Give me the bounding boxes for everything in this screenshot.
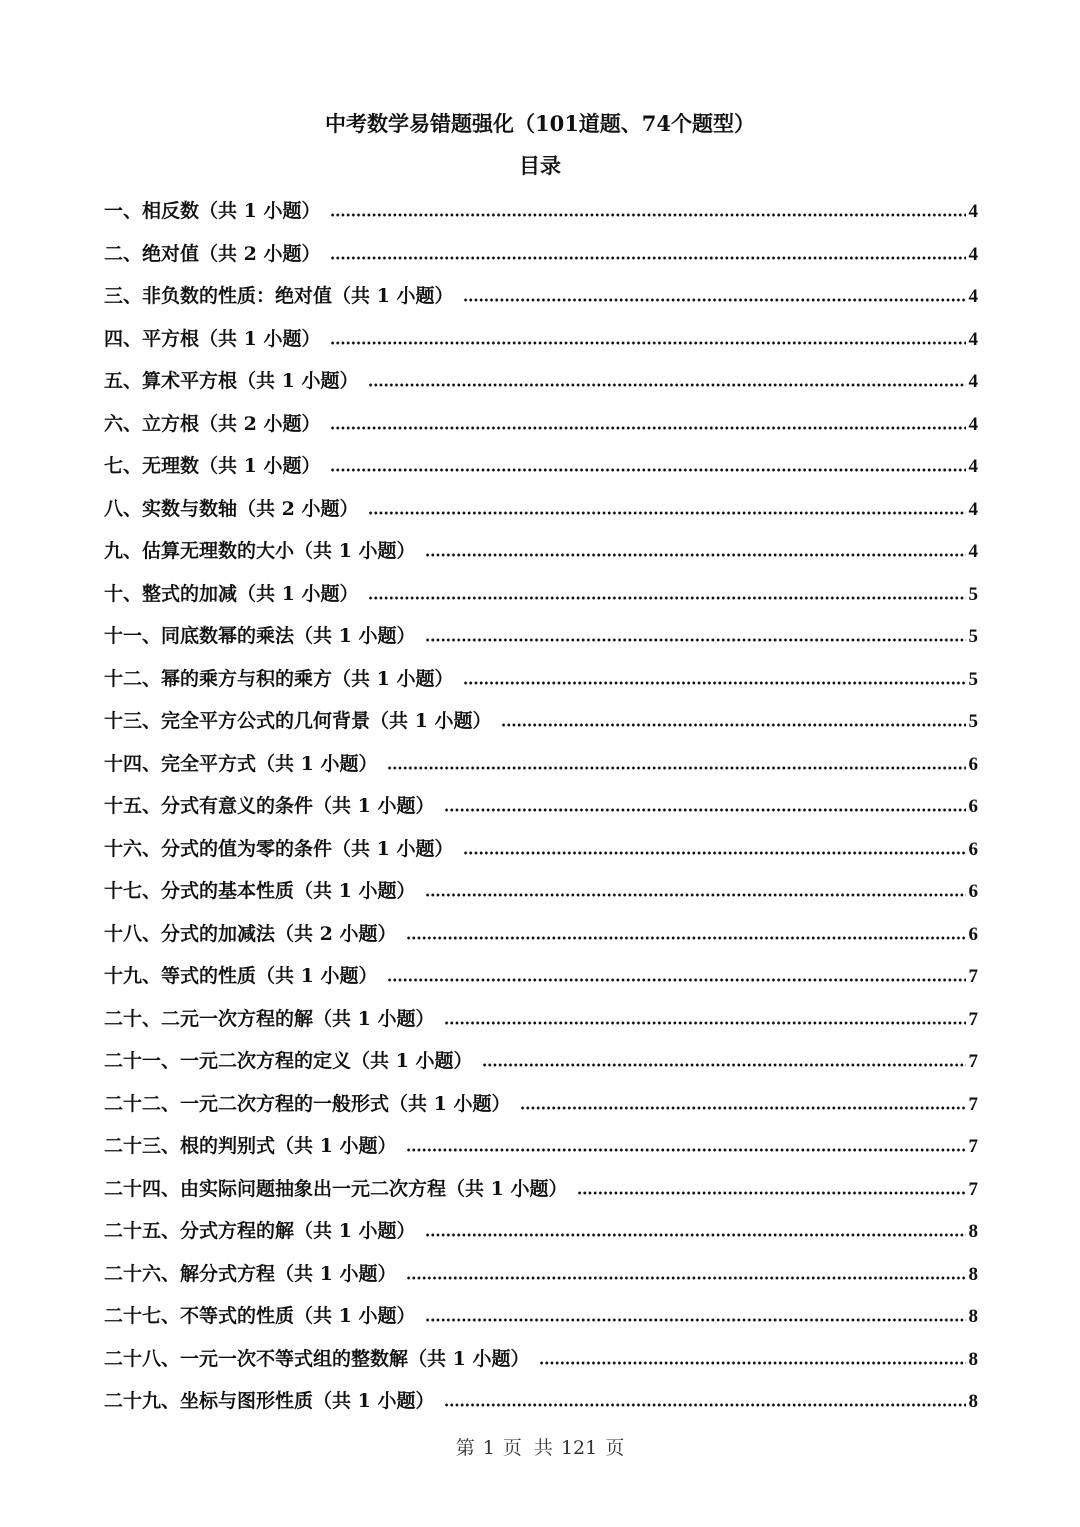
dot-leader bbox=[501, 723, 966, 727]
toc-entry[interactable] bbox=[104, 661, 978, 704]
toc-entry[interactable] bbox=[104, 618, 978, 661]
dot-leader bbox=[463, 298, 966, 302]
toc-entry-page: 4 bbox=[968, 243, 978, 265]
dot-leader bbox=[368, 511, 966, 515]
toc-entry-label: 五、算术平方根（共 1 小题） bbox=[104, 370, 359, 392]
toc-entry-page: 4 bbox=[968, 498, 978, 520]
toc-entry-label: 四、平方根（共 1 小题） bbox=[104, 327, 321, 350]
dot-leader bbox=[482, 1063, 966, 1067]
toc-entry-page: 7 bbox=[968, 1008, 978, 1030]
dot-leader bbox=[330, 426, 966, 430]
toc-entry-label: 二十三、根的判别式（共 1 小题） bbox=[104, 1135, 397, 1157]
dot-leader bbox=[463, 851, 966, 855]
toc-entry-page: 7 bbox=[968, 1051, 978, 1072]
footer-current-page: 1 bbox=[482, 1437, 495, 1459]
toc-entry-label: 七、无理数（共 1 小题） bbox=[104, 455, 321, 477]
toc-entry-page: 7 bbox=[968, 1093, 978, 1115]
dot-leader bbox=[425, 638, 966, 642]
toc-entry-label: 十、整式的加减（共 1 小题） bbox=[104, 582, 359, 605]
toc-entry-label: 二十六、解分式方程（共 1 小题） bbox=[104, 1262, 397, 1285]
toc-entry-page: 6 bbox=[968, 838, 978, 860]
dot-leader bbox=[406, 936, 966, 940]
toc-entry[interactable] bbox=[104, 278, 978, 321]
dot-leader bbox=[520, 1106, 966, 1110]
dot-leader bbox=[330, 213, 966, 217]
toc-entry[interactable] bbox=[104, 1128, 978, 1171]
dot-leader bbox=[539, 1361, 966, 1365]
toc-entry-page: 4 bbox=[968, 286, 978, 307]
toc-entry[interactable] bbox=[104, 1341, 978, 1384]
toc-entry-label: 二十、二元一次方程的解（共 1 小题） bbox=[104, 1007, 435, 1030]
toc-entry[interactable] bbox=[104, 746, 978, 789]
page-footer bbox=[0, 1433, 1080, 1460]
dot-leader bbox=[444, 1403, 966, 1407]
toc-entry-label: 二、绝对值（共 2 小题） bbox=[104, 242, 321, 265]
dot-leader bbox=[368, 383, 966, 387]
dot-leader bbox=[463, 681, 966, 685]
dot-leader bbox=[387, 766, 966, 770]
toc-entry[interactable] bbox=[104, 916, 978, 959]
toc-entry-page: 6 bbox=[968, 923, 978, 945]
footer-suffix: 页 bbox=[605, 1437, 625, 1459]
dot-leader bbox=[425, 1318, 966, 1322]
toc-entry-page: 4 bbox=[968, 541, 978, 562]
toc-entry-page: 4 bbox=[968, 371, 978, 392]
dot-leader bbox=[387, 978, 966, 982]
toc-entry[interactable] bbox=[104, 406, 978, 449]
dot-leader bbox=[330, 341, 966, 345]
toc-entry-label: 六、立方根（共 2 小题） bbox=[104, 412, 321, 435]
toc-entry-page: 7 bbox=[968, 1136, 978, 1157]
toc-entry-label: 八、实数与数轴（共 2 小题） bbox=[104, 497, 359, 520]
toc-entry-label: 十三、完全平方公式的几何背景（共 1 小题） bbox=[104, 710, 492, 732]
dot-leader bbox=[368, 596, 966, 600]
toc-entry-label: 十五、分式有意义的条件（共 1 小题） bbox=[104, 795, 435, 817]
toc-entry-label: 十一、同底数幂的乘法（共 1 小题） bbox=[104, 625, 416, 647]
toc-entry[interactable] bbox=[104, 448, 978, 491]
toc-entry[interactable] bbox=[104, 958, 978, 1001]
toc-entry[interactable] bbox=[104, 1213, 978, 1256]
toc-entry[interactable] bbox=[104, 533, 978, 576]
toc-entry[interactable] bbox=[104, 1256, 978, 1299]
toc-entry-label: 二十二、一元二次方程的一般形式（共 1 小题） bbox=[104, 1092, 511, 1115]
toc-entry-page: 4 bbox=[968, 328, 978, 350]
footer-prefix: 第 bbox=[455, 1437, 475, 1459]
toc-entry[interactable] bbox=[104, 1383, 978, 1426]
toc-entry-label: 一、相反数（共 1 小题） bbox=[104, 200, 321, 222]
toc-entry-label: 十六、分式的值为零的条件（共 1 小题） bbox=[104, 837, 454, 860]
toc-entry[interactable] bbox=[104, 831, 978, 874]
toc-entry[interactable] bbox=[104, 788, 978, 831]
toc-entry-page: 8 bbox=[968, 1348, 978, 1370]
dot-leader bbox=[577, 1191, 966, 1195]
footer-total-pages: 121 bbox=[560, 1437, 598, 1459]
toc-entry[interactable] bbox=[104, 321, 978, 364]
toc-entry-label: 十四、完全平方式（共 1 小题） bbox=[104, 752, 378, 775]
toc-entry-page: 4 bbox=[968, 413, 978, 435]
toc-entry[interactable] bbox=[104, 1001, 978, 1044]
toc-entry[interactable] bbox=[104, 1086, 978, 1129]
toc-entry[interactable] bbox=[104, 491, 978, 534]
dot-leader bbox=[444, 1021, 966, 1025]
footer-mid: 页 共 bbox=[502, 1437, 553, 1459]
toc-entry-page: 8 bbox=[968, 1221, 978, 1242]
document-title: 中考数学易错题强化（101道题、74个题型） bbox=[324, 111, 756, 136]
dot-leader bbox=[330, 468, 966, 472]
toc-entry-page: 5 bbox=[968, 711, 978, 732]
toc-entry-page: 6 bbox=[968, 753, 978, 775]
toc-entry-page: 6 bbox=[968, 881, 978, 902]
toc-entry-page: 5 bbox=[968, 668, 978, 690]
toc-entry-page: 4 bbox=[968, 201, 978, 222]
toc-entry-label: 二十九、坐标与图形性质（共 1 小题） bbox=[104, 1390, 435, 1412]
toc-entry-label: 十八、分式的加减法（共 2 小题） bbox=[104, 922, 397, 945]
toc-entry-label: 二十五、分式方程的解（共 1 小题） bbox=[104, 1220, 416, 1242]
toc-entry[interactable] bbox=[104, 1298, 978, 1341]
dot-leader bbox=[406, 1148, 966, 1152]
toc-entry-label: 二十四、由实际问题抽象出一元二次方程（共 1 小题） bbox=[104, 1177, 568, 1200]
toc-entry-page: 6 bbox=[968, 796, 978, 817]
dot-leader bbox=[330, 256, 966, 260]
toc-entry-label: 二十八、一元一次不等式组的整数解（共 1 小题） bbox=[104, 1347, 530, 1370]
toc-entry-page: 8 bbox=[968, 1306, 978, 1327]
toc-entry-page: 5 bbox=[968, 583, 978, 605]
dot-leader bbox=[425, 1233, 966, 1237]
table-of-contents bbox=[104, 193, 978, 1426]
toc-entry-label: 二十一、一元二次方程的定义（共 1 小题） bbox=[104, 1050, 473, 1072]
dot-leader bbox=[406, 1276, 966, 1280]
toc-entry[interactable] bbox=[104, 576, 978, 619]
toc-entry-label: 九、估算无理数的大小（共 1 小题） bbox=[104, 540, 416, 562]
toc-entry-page: 7 bbox=[968, 1178, 978, 1200]
toc-entry-label: 十二、幂的乘方与积的乘方（共 1 小题） bbox=[104, 667, 454, 690]
toc-entry-label: 二十七、不等式的性质（共 1 小题） bbox=[104, 1305, 416, 1327]
toc-entry-label: 十九、等式的性质（共 1 小题） bbox=[104, 965, 378, 987]
toc-entry[interactable] bbox=[104, 193, 978, 236]
toc-heading: 目录 bbox=[519, 153, 561, 178]
toc-entry-page: 8 bbox=[968, 1391, 978, 1412]
dot-leader bbox=[425, 893, 966, 897]
toc-entry[interactable] bbox=[104, 236, 978, 279]
toc-entry[interactable] bbox=[104, 703, 978, 746]
dot-leader bbox=[444, 808, 966, 812]
toc-entry-page: 4 bbox=[968, 456, 978, 477]
toc-entry[interactable] bbox=[104, 363, 978, 406]
toc-entry[interactable] bbox=[104, 873, 978, 916]
toc-entry-label: 十七、分式的基本性质（共 1 小题） bbox=[104, 880, 416, 902]
toc-entry-page: 5 bbox=[968, 626, 978, 647]
toc-entry[interactable] bbox=[104, 1171, 978, 1214]
toc-entry-label: 三、非负数的性质：绝对值（共 1 小题） bbox=[104, 285, 454, 307]
toc-entry-page: 7 bbox=[968, 966, 978, 987]
dot-leader bbox=[425, 553, 966, 557]
toc-entry[interactable] bbox=[104, 1043, 978, 1086]
toc-entry-page: 8 bbox=[968, 1263, 978, 1285]
